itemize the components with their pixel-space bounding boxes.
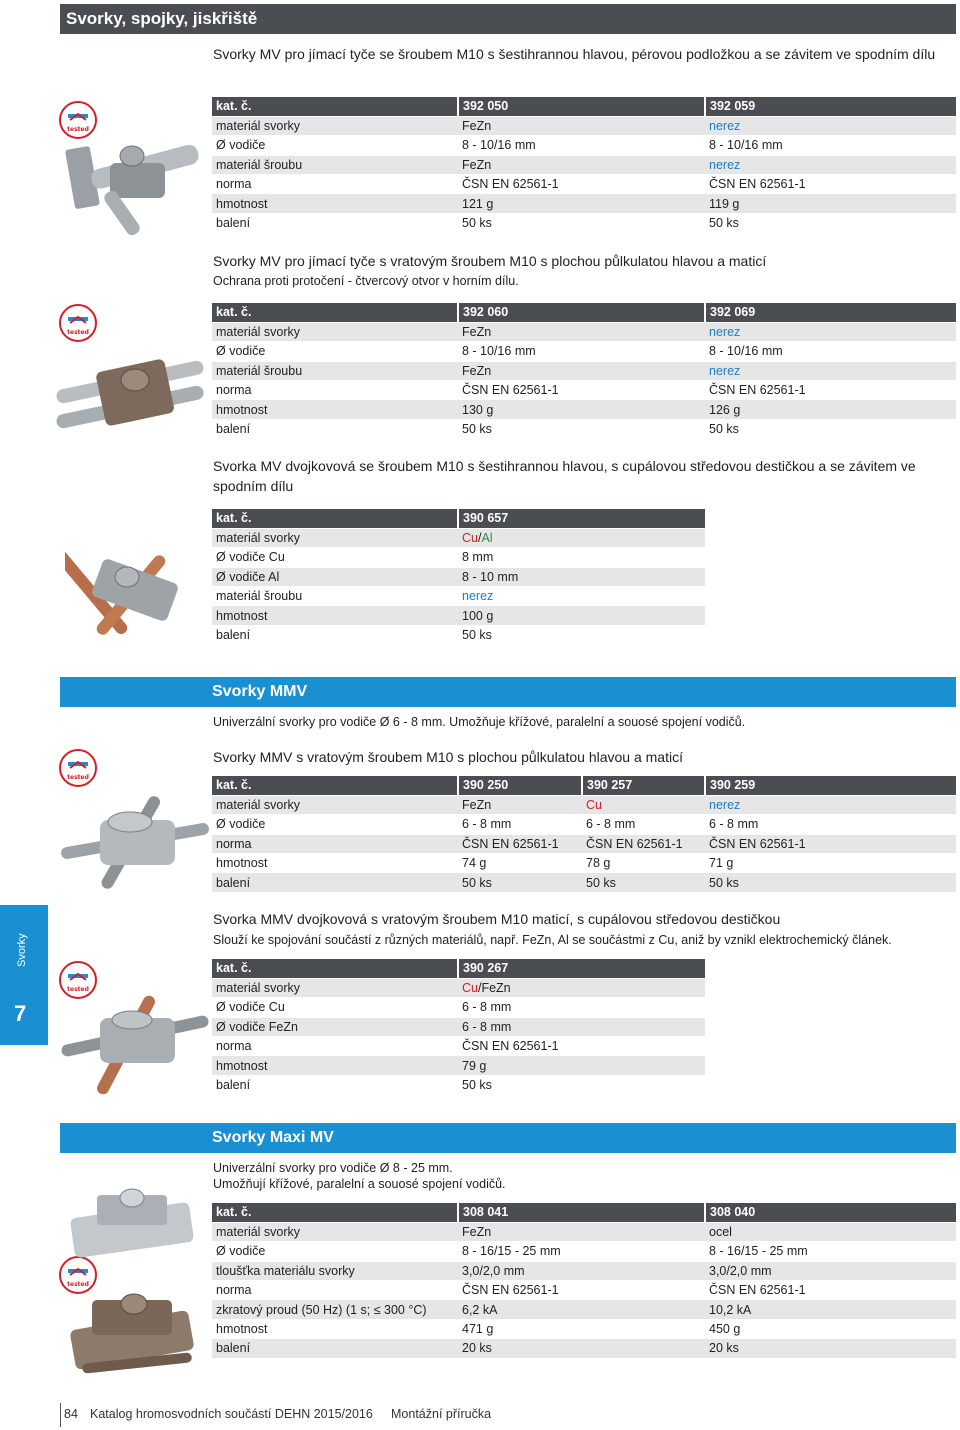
section-title: Svorka MMV dvojkovová s vratovým šroubem M10 maticí, s cupálovou středovou destičkou xyxy=(213,911,781,927)
svg-text:tested: tested xyxy=(67,986,89,993)
section-title: Svorky MMV s vratovým šroubem M10 s plochou půlkulatou hlavou a maticí xyxy=(213,749,683,765)
footer-divider xyxy=(60,1403,61,1427)
section-subtitle: Slouží ke spojování součástí z různých materiálů, např. FeZn, Al se součástmi z Cu, aniž by vznikl elektrochemický článek. xyxy=(213,933,892,947)
section-title: Svorka MV dvojkovová se šroubem M10 s šestihrannou hlavou, s cupálovou středovou destičkou a se závitem ve spodním dílu xyxy=(213,458,916,494)
clamp-image xyxy=(62,1280,202,1380)
spec-table-s2: kat. č. 392 060 392 069 materiál svorky FeZn nerez Ø vodiče 8 - 10/16 mm 8 - 10/16 mm materiál šroubu FeZn nerez norma ČSN EN 62561-1 ČSN EN 62561-1 hmotnost 130 g 126 g balení 50 ks 50 ks xyxy=(212,303,956,439)
clamp-image xyxy=(60,990,210,1100)
page-header: Svorky, spojky, jiskřiště xyxy=(60,4,956,34)
clamp-image xyxy=(60,118,200,238)
section-title: Svorky MV pro jímací tyče s vratovým šroubem M10 s plochou půlkulatou hlavou a maticí xyxy=(213,253,767,269)
spec-table-s1: kat. č. 392 050 392 059 materiál svorky FeZn nerez Ø vodiče 8 - 10/16 mm 8 - 10/16 mm materiál šroubu FeZn nerez norma ČSN EN 62561-1 ČSN EN 62561-1 hmotnost 121 g 119 g balení 50 ks 50 ks xyxy=(212,97,956,233)
clamp-image xyxy=(60,790,210,895)
chapter-tab-label: Svorky xyxy=(16,933,28,967)
section-title: Svorky MV pro jímací tyče se šroubem M10 s šestihrannou hlavou, pérovou podložkou a se závitem ve spodním dílu xyxy=(213,46,936,62)
svg-text:tested: tested xyxy=(67,1281,89,1288)
spec-table-maxi: kat. č. 308 041 308 040 materiál svorky FeZn ocel Ø vodiče 8 - 16/15 - 25 mm 8 - 16/15 - 25 mm tloušťka materiálu svorky 3,0/2,0 mm 3,0/2,0 mm norma ČSN EN 62561-1 ČSN EN 62561-1 zkratový proud (50 Hz) (1 s; ≤ 300 °C) 6,2 kA 10,2 kA hmotnost 471 g 450 g balení 20 ks 20 ks xyxy=(212,1203,956,1359)
footer-section: Montážní příručka xyxy=(391,1407,492,1421)
spec-table-s3: kat. č. 390 657 materiál svorky Cu/Al Ø vodiče Cu 8 mm Ø vodiče Al 8 - 10 mm materiál šroubu nerez hmotnost 100 g balení 50 ks xyxy=(212,509,956,645)
tested-badge-icon xyxy=(58,303,98,343)
section-intro: Umožňují křížové, paralelní a souosé spojení vodičů. xyxy=(213,1177,506,1191)
svg-text:tested: tested xyxy=(67,774,89,781)
chapter-tab-number: 7 xyxy=(14,1001,27,1026)
spec-table-mmv: kat. č. 390 250 390 257 390 259 materiál svorky FeZn Cu nerez Ø vodiče 6 - 8 mm 6 - 8 mm 6 - 8 mm norma ČSN EN 62561-1 ČSN EN 62561-1 ČSN EN 62561-1 hmotnost 74 g 78 g 71 g balení 50 ks 50 ks 50 ks xyxy=(212,776,956,893)
clamp-image xyxy=(55,345,205,440)
section-subtitle: Ochrana proti protočení - čtvercový otvor v horním dílu. xyxy=(213,274,519,288)
section-intro: Univerzální svorky pro vodiče Ø 6 - 8 mm. Umožňuje křížové, paralelní a souosé spojení vodičů. xyxy=(213,715,746,729)
svg-text:tested: tested xyxy=(67,329,89,336)
section-bar-maxi: Svorky Maxi MV xyxy=(60,1123,956,1153)
page-number: 84 xyxy=(64,1407,78,1421)
chapter-tab xyxy=(0,905,48,1045)
footer-catalog: Katalog hromosvodních součástí DEHN 2015/2016 xyxy=(90,1407,373,1421)
svg-text:tested: tested xyxy=(67,126,89,133)
clamp-image xyxy=(62,1180,202,1275)
spec-table-mmv2: kat. č. 390 267 materiál svorky Cu/FeZn Ø vodiče Cu 6 - 8 mm Ø vodiče FeZn 6 - 8 mm norma ČSN EN 62561-1 hmotnost 79 g balení 50 ks xyxy=(212,959,956,1095)
section-bar-mmv: Svorky MMV xyxy=(60,677,956,707)
clamp-image xyxy=(65,535,205,645)
tested-badge-icon xyxy=(58,748,98,788)
section-intro: Univerzální svorky pro vodiče Ø 8 - 25 mm. xyxy=(213,1161,453,1175)
